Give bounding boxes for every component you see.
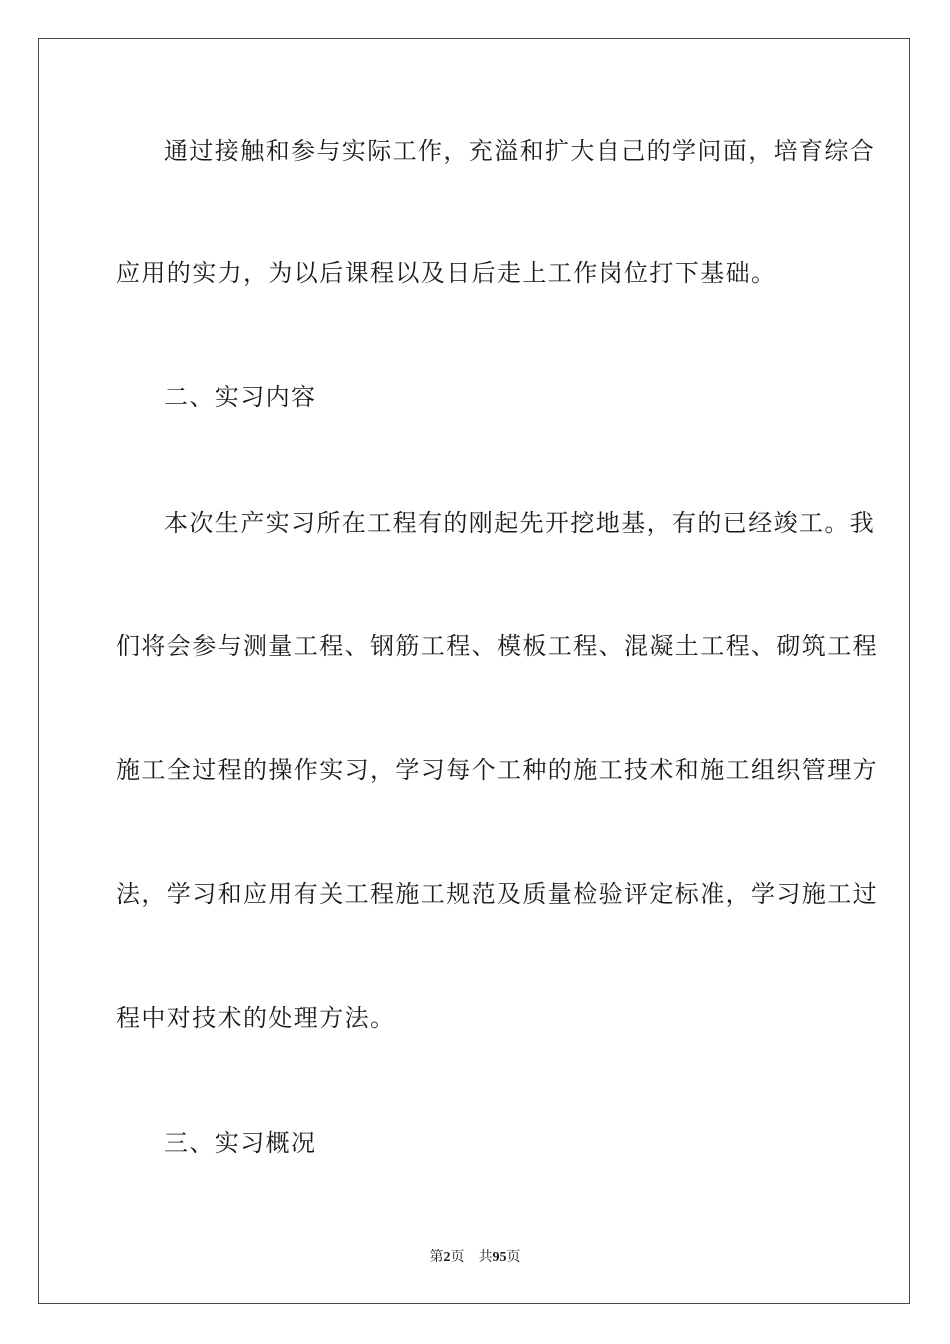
paragraph-1-line-2: 应用的实力，为以后课程以及日后走上工作岗位打下基础。 (116, 259, 777, 287)
paragraph-1-line-1: 通过接触和参与实际工作，充溢和扩大自己的学问面，培育综合 (164, 137, 876, 165)
page-number: 2 (443, 1250, 451, 1265)
paragraph-2-line-5: 程中对技术的处理方法。 (116, 1004, 396, 1032)
total-prefix: 共 (478, 1249, 493, 1265)
paragraph-2-line-4: 法，学习和应用有关工程施工规范及质量检验评定标准，学习施工过 (116, 880, 878, 908)
page-prefix: 第 (429, 1249, 444, 1265)
section-heading-content: 二、实习内容 (164, 383, 317, 411)
total-suffix: 页 (506, 1249, 521, 1265)
page-border (38, 38, 910, 1304)
section-heading-overview: 三、实习概况 (164, 1129, 317, 1157)
paragraph-2-line-3: 施工全过程的操作实习，学习每个工种的施工技术和施工组织管理方 (116, 756, 878, 784)
page-suffix: 页 (450, 1249, 465, 1265)
page-footer (0, 1247, 950, 1268)
paragraph-2-line-1: 本次生产实习所在工程有的刚起先开挖地基，有的已经竣工。我 (164, 509, 876, 537)
total-pages: 95 (492, 1250, 507, 1265)
paragraph-2-line-2: 们将会参与测量工程、钢筋工程、模板工程、混凝土工程、砌筑工程 (116, 632, 878, 660)
